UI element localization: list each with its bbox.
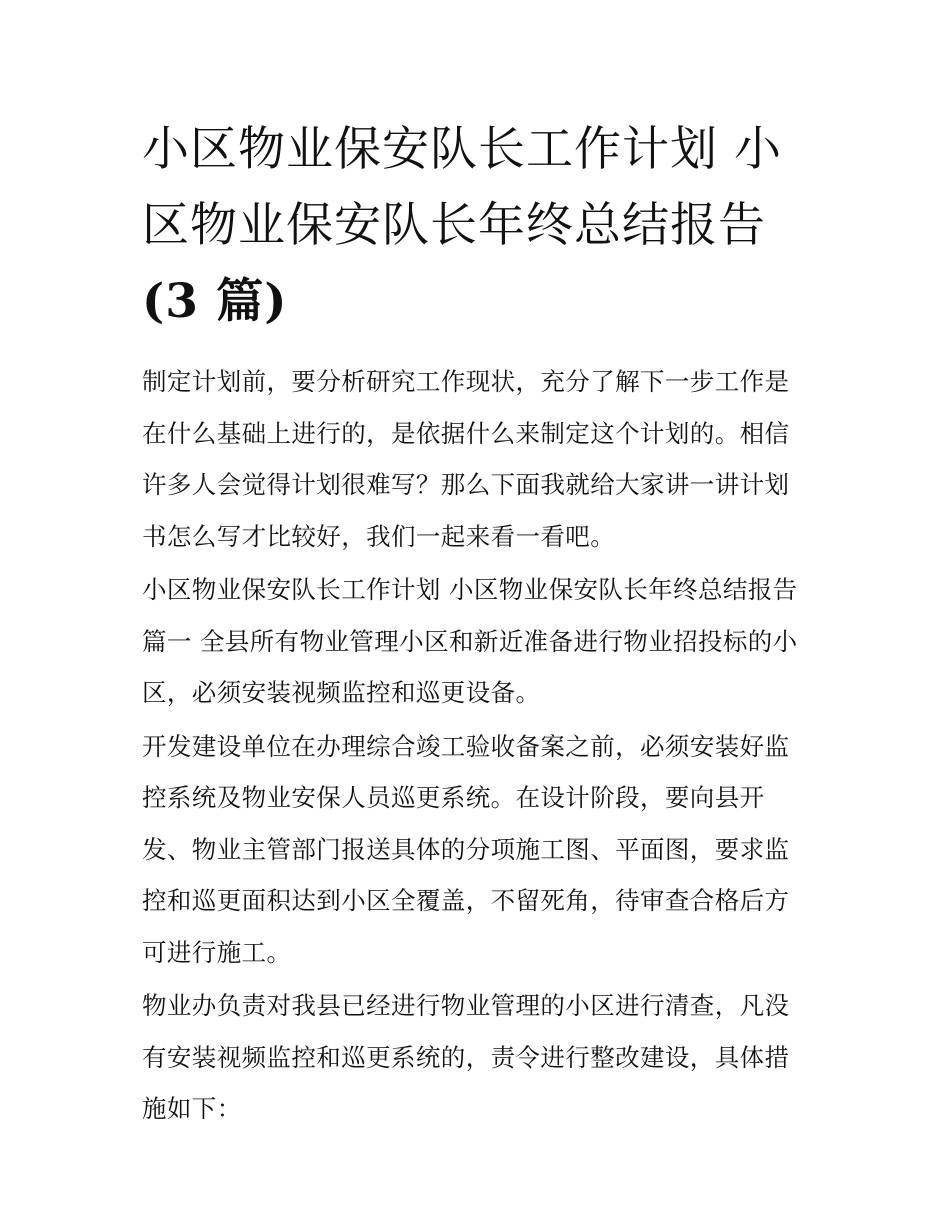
paragraph-section-one: 小区物业保安队长工作计划 小区物业保安队长年终总结报告篇一 全县所有物业管理小区和新近准备进行物业招投标的小区，必须安装视频监控和巡更设备。	[142, 575, 798, 707]
document-body	[142, 356, 814, 1137]
title-line-1: 小区物业保安队长工作计划 小	[142, 122, 782, 177]
paragraph-construction: 开发建设单位在办理综合竣工验收备案之前，必须安装好监控系统及物业安保人员巡更系统。在设计阶段，要向县开发、物业主管部门报送具体的分项施工图、平面图，要求监控和巡更面积达到小区全覆盖，不留死角，待审查合格后方可进行施工。	[142, 731, 790, 967]
paragraph-intro: 制定计划前，要分析研究工作现状，充分了解下一步工作是在什么基础上进行的，是依据什么来制定这个计划的。相信许多人会觉得计划很难写？那么下面我就给大家讲一讲计划书怎么写才比较好，我们一起来看一看吧。	[142, 367, 790, 551]
document-title	[142, 112, 822, 340]
title-line-2: 区物业保安队长年终总结报告	[142, 198, 766, 253]
paragraph-inspection: 物业办负责对我县已经进行物业管理的小区进行清查，凡没有安装视频监控和巡更系统的，责令进行整改建设，具体措施如下：	[142, 991, 790, 1123]
title-line-3: (3 篇)	[142, 274, 288, 329]
